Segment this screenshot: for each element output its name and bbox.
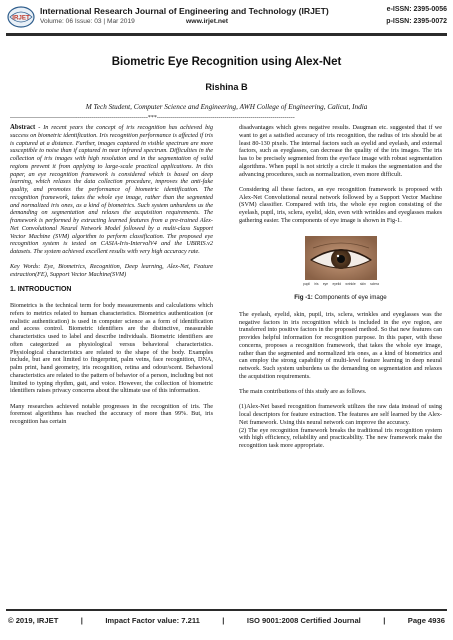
right-paragraph-3: The eyelash, eyelid, skin, pupil, iris, sclera, wrinkles and eyeglasses was the negative factors in iris recognition which is included in the eye region, are transferred into positive factors in the proposed method. So that new features can provides helpful information for recognition purpose. In this paper, with these concerns, proposes a recognition framework, that takes the whole eye image, rather than the segmented and normalized iris ones, as a kind of biometrics and can employ the strong capability of multi-level feature learning in deep neural network. Such system unburdens us the demanding on segmentation and relaxes the acquisition requirements.: [239, 310, 442, 380]
left-column: [10, 124, 213, 433]
footer-iso: ISO 9001:2008 Certified Journal: [246, 616, 361, 625]
figure-labels: [303, 281, 379, 289]
author-affiliation: M Tech Student, Computer Science and Engineering, AWH College of Engineering, Calicut, India: [85, 103, 368, 111]
right-paragraph-2: Considering all these factors, an eye recognition framework is proposed with Alex-Net Convolutional neural network followed by a Support Vector Machine (SVM) classifier. Compared with iris, the whole eye region consisting of the eyelash, pupil, iris, sclera, eyelid, skin, even with wrinkles and eyeglasses makes gathering easier. The components of eye image is shown in Fig-1.: [239, 185, 442, 224]
figure-label: eye: [322, 282, 329, 286]
intro-paragraph-2: Many researches achieved notable progresses in the recognition of iris. The foremost algorithms has reached the accuracy of more than 99%. But, iris recognition has certain: [10, 402, 213, 425]
footer-separator: |: [222, 616, 225, 625]
section-heading-introduction: 1. INTRODUCTION: [10, 286, 72, 294]
footer-separator: |: [383, 616, 386, 625]
figure-label: pupil: [303, 282, 310, 286]
intro-paragraph-1: Biometrics is the technical term for body measurements and calculations which refers to metrics related to human characteristics. Biometrics authentication (or realistic authentication) is used in computer science as a form of identification and access control. Biometric identifiers are the distinctive, measurable characteristics used to label and describe individuals. Biometric identifiers are often categorized as physiological versus behavioral characteristics. Physiological characteristics are related to the shape of the body. Examples include, but are not limited to fingerprint, palm veins, face recognition, DNA, palm print, hand geometry, iris recognition, retina and odour/scent. Behavioral characteristics are related to the pattern of behavior of a person, including but not limited to typing rhythm, gait, and voice. However, the collection of biometric identifiers raises privacy concerns about the ultimate use of this information.: [10, 302, 213, 395]
figure-label: wrinkle: [345, 282, 356, 286]
volume-issue: Volume: 06 Issue: 03 | Mar 2019: [40, 18, 135, 25]
figure-label: eyelid: [332, 282, 342, 286]
header-rule: [6, 33, 447, 36]
pissn: p-ISSN: 2395-0072: [386, 18, 447, 25]
abstract-text: - In recent years the concept of iris recognition has achieved big success on biometric identification. Iris recognition performance is affected if iris is captured at a distance. Further, images captured in visible spectrum are more susceptible to noise than if captured in near infrared spectrum. Difficulties in the collection of iris images with high resolution and in the segmentation of valid regions prevent it from applying to large-scale practical applications. In this paper, an eye recognition framework is considered which is based on deep learning, which relaxes the data collection procedure, improves the anti-fake quality, and promotes the performance of biometric identification. The recognition framework, takes the whole eye image, rather than the segmented and normalized iris ones, as a kind of biometrics. Such system unburdens us the demanding on segmentation and relaxes the acquisition requirements. The framework is performed by extracting learned features from a pre-trained Alex-Net Convolutional Neural Network Model followed by a multi-class Support Vector Machine (SVM) algorithm to perform classification. The proposed eye recognition system is tested on CASIA-Iris-IntervalV4 and the UBIRIS.v2 datasets. The system achieved excellent results with very high accuracy rate.: [10, 124, 213, 255]
footer-page-number: Page 4936: [407, 616, 445, 625]
keywords: Key Words: Eye, Biometrics, Recognition, Deep learning, Alex-Net, Feature extraction(FE), Support Vector Machine(SVM): [10, 263, 213, 278]
svg-text:IRJET: IRJET: [12, 14, 30, 22]
journal-url[interactable]: www.irjet.net: [186, 18, 229, 25]
figure-label: sclera: [370, 282, 379, 286]
eye-figure: [239, 232, 442, 290]
eissn: e-ISSN: 2395-0056: [386, 6, 447, 13]
footer-copyright: © 2019, IRJET: [8, 616, 59, 625]
right-column: [239, 124, 442, 457]
abstract-label: Abstract: [10, 124, 36, 131]
footer-rule: [6, 609, 447, 611]
figure-caption: [239, 294, 442, 302]
right-paragraph-5: (1)Alex-Net based recognition framework utilizes the raw data instead of using local descriptors for feature extraction. The features are self learned by the Alex-Net framework. Using this neural network can improve the accuracy.: [239, 403, 442, 426]
figure-label: skin: [359, 282, 366, 286]
irjet-logo-icon: [6, 5, 36, 29]
paper-author: Rishina B: [205, 82, 248, 92]
figure-label: iris: [314, 282, 319, 286]
figure-caption-text: Components of eye image: [312, 294, 387, 301]
right-paragraph-1: disadvantages which gives negative results. Daugman etc. suggested that if we want to get a satisfied accuracy of iris recognition, the radius of iris should be at least 80-130 pixels. The internal factors such as eyelid and eyelash, and external factors, such as eyeglasses, can decrease the quality of the iris images. The iris has to be precisely segmented from the eye/face image with robust segmentation algorithms. When pupil is not strictly a circle it makes the segmentation and the advancing procedures, such as normalization, even more difficult.: [239, 124, 442, 178]
right-paragraph-4: The main contributions of this study are as follows.: [239, 388, 367, 395]
abstract: [10, 124, 213, 256]
footer-separator: |: [80, 616, 83, 625]
section-separator: ---------------------------------------------------------------------***---------------------------------------------------------------------: [10, 115, 295, 121]
journal-header: [6, 5, 447, 31]
page-footer: [8, 616, 445, 625]
right-paragraph-6: (2) The eye recognition framework breaks the traditional iris recognition system with high efficiency, reliability and practicability. The new framework make the recognition task more appropriate.: [239, 426, 442, 449]
journal-name: International Research Journal of Engineering and Technology (IRJET): [40, 6, 329, 16]
figure-caption-label: Fig -1:: [294, 294, 313, 301]
paper-title: Biometric Eye Recognition using Alex-Net: [111, 56, 342, 68]
footer-impact-factor: Impact Factor value: 7.211: [105, 616, 200, 625]
